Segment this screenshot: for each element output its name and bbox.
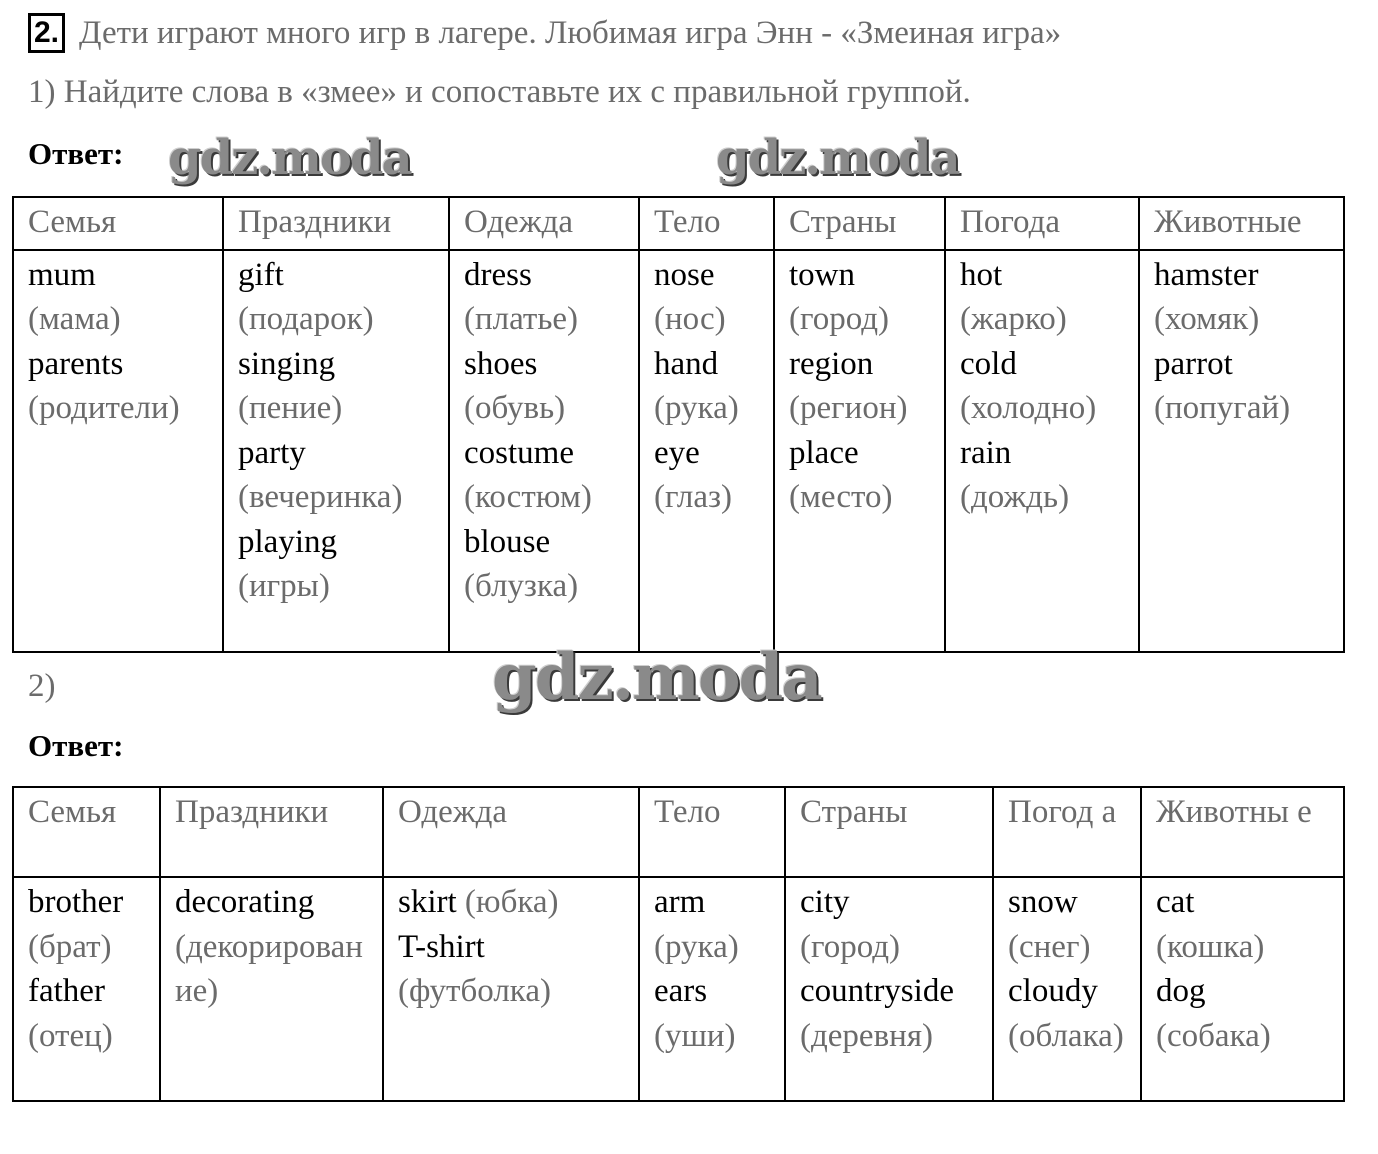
column-header: Тело bbox=[639, 197, 774, 250]
column-header: Одежда bbox=[383, 787, 639, 877]
part1-instruction: 1) Найдите слова в «змее» и сопоставьте их с правильной группой. bbox=[28, 74, 971, 110]
translation: (город) bbox=[789, 301, 890, 337]
word: cat bbox=[1156, 884, 1195, 920]
word: arm bbox=[654, 884, 706, 920]
table-row bbox=[13, 877, 1344, 1101]
table-header-row bbox=[13, 787, 1344, 877]
column-header: Праздники bbox=[223, 197, 449, 250]
translation: (костюм) bbox=[464, 479, 592, 515]
table-header-row bbox=[13, 197, 1344, 250]
word: shoes bbox=[464, 345, 538, 382]
table-cell bbox=[223, 250, 449, 652]
translation: (юбка) bbox=[464, 884, 559, 920]
part2-answer-label: Ответ: bbox=[28, 728, 124, 763]
translation: (брат) bbox=[28, 928, 112, 965]
translation: (регион) bbox=[789, 390, 908, 426]
word: singing bbox=[238, 345, 336, 382]
translation: (платье) bbox=[464, 301, 579, 337]
word: town bbox=[789, 256, 855, 293]
table-cell bbox=[1141, 877, 1344, 1101]
task-text: Дети играют много игр в лагере. Любимая игра Энн - «Змеиная игра» bbox=[79, 14, 1062, 51]
word: city bbox=[800, 884, 850, 920]
part2-instruction: 2) bbox=[28, 668, 56, 704]
task-header bbox=[28, 10, 1243, 56]
word: dress bbox=[464, 256, 532, 293]
translation: (мама) bbox=[28, 301, 121, 337]
table-row bbox=[13, 250, 1344, 652]
translation: (нос) bbox=[654, 301, 726, 337]
word: gift bbox=[238, 256, 284, 293]
translation: (футболка) bbox=[398, 973, 551, 1009]
table-cell bbox=[945, 250, 1139, 652]
column-header: Праздники bbox=[160, 787, 383, 877]
translation: (декорирование) bbox=[175, 928, 363, 1009]
column-header: Страны bbox=[774, 197, 945, 250]
translation: (снег) bbox=[1008, 928, 1091, 965]
column-header: Страны bbox=[785, 787, 993, 877]
column-header: Семья bbox=[13, 197, 223, 250]
translation: (собака) bbox=[1156, 1017, 1271, 1054]
answer-table-2 bbox=[12, 786, 1345, 1102]
translation: (холодно) bbox=[960, 390, 1097, 426]
table-cell bbox=[1139, 250, 1344, 652]
translation: (деревня) bbox=[800, 1017, 933, 1054]
table-cell bbox=[13, 877, 160, 1101]
table-cell bbox=[449, 250, 639, 652]
translation: (город) bbox=[800, 928, 901, 965]
translation: (глаз) bbox=[654, 479, 732, 515]
word: mum bbox=[28, 256, 96, 293]
translation: (рука) bbox=[654, 928, 739, 965]
word: eye bbox=[654, 434, 700, 471]
watermark-logo: gdz.moda bbox=[716, 130, 959, 186]
translation: (уши) bbox=[654, 1017, 736, 1054]
word: cold bbox=[960, 345, 1017, 382]
translation: (пение) bbox=[238, 390, 343, 426]
translation: (вечеринка) bbox=[238, 479, 403, 515]
word: place bbox=[789, 434, 859, 471]
word: snow bbox=[1008, 884, 1078, 920]
translation: (блузка) bbox=[464, 568, 579, 604]
translation: (родители) bbox=[28, 390, 180, 426]
word: father bbox=[28, 973, 105, 1009]
column-header: Животные bbox=[1139, 197, 1344, 250]
word: playing bbox=[238, 523, 337, 560]
word: decorating bbox=[175, 884, 315, 920]
word: blouse bbox=[464, 523, 551, 560]
translation: (место) bbox=[789, 479, 893, 515]
translation: (кошка) bbox=[1156, 928, 1265, 965]
word: skirt bbox=[398, 884, 457, 920]
word: parents bbox=[28, 345, 124, 382]
translation: (хомяк) bbox=[1154, 301, 1260, 337]
part1-answer-label: Ответ: bbox=[28, 136, 124, 171]
table-cell bbox=[383, 877, 639, 1101]
translation: (облака) bbox=[1008, 1017, 1124, 1054]
table-cell bbox=[639, 250, 774, 652]
table-cell bbox=[993, 877, 1141, 1101]
word: T-shirt bbox=[398, 928, 485, 965]
translation: (обувь) bbox=[464, 390, 566, 426]
word: countryside bbox=[800, 973, 954, 1009]
word: hand bbox=[654, 345, 719, 382]
column-header: Погода bbox=[945, 197, 1139, 250]
translation: (попугай) bbox=[1154, 390, 1291, 426]
table-cell bbox=[160, 877, 383, 1101]
column-header: Одежда bbox=[449, 197, 639, 250]
answer-table-1 bbox=[12, 196, 1345, 653]
watermark-logo: gdz.moda bbox=[492, 640, 821, 715]
word: region bbox=[789, 345, 874, 382]
word: party bbox=[238, 434, 306, 471]
word: costume bbox=[464, 434, 574, 471]
translation: (дождь) bbox=[960, 479, 1070, 515]
table-cell bbox=[785, 877, 993, 1101]
table-cell bbox=[774, 250, 945, 652]
translation: (подарок) bbox=[238, 301, 374, 337]
watermark-logo: gdz.moda bbox=[168, 130, 411, 186]
column-header: Животны е bbox=[1141, 787, 1344, 877]
word: brother bbox=[28, 884, 124, 920]
word: nose bbox=[654, 256, 715, 293]
word: cloudy bbox=[1008, 973, 1098, 1009]
translation: (игры) bbox=[238, 568, 330, 604]
word: dog bbox=[1156, 973, 1206, 1009]
column-header: Тело bbox=[639, 787, 785, 877]
word: parrot bbox=[1154, 345, 1233, 382]
word: hamster bbox=[1154, 256, 1259, 293]
translation: (жарко) bbox=[960, 301, 1067, 337]
translation: (отец) bbox=[28, 1017, 113, 1054]
table-cell bbox=[639, 877, 785, 1101]
translation: (рука) bbox=[654, 390, 739, 426]
column-header: Семья bbox=[13, 787, 160, 877]
word: ears bbox=[654, 973, 708, 1009]
table-cell bbox=[13, 250, 223, 652]
column-header: Погод а bbox=[993, 787, 1141, 877]
word: hot bbox=[960, 256, 1003, 293]
word: rain bbox=[960, 434, 1012, 471]
task-number: 2. bbox=[28, 13, 65, 53]
